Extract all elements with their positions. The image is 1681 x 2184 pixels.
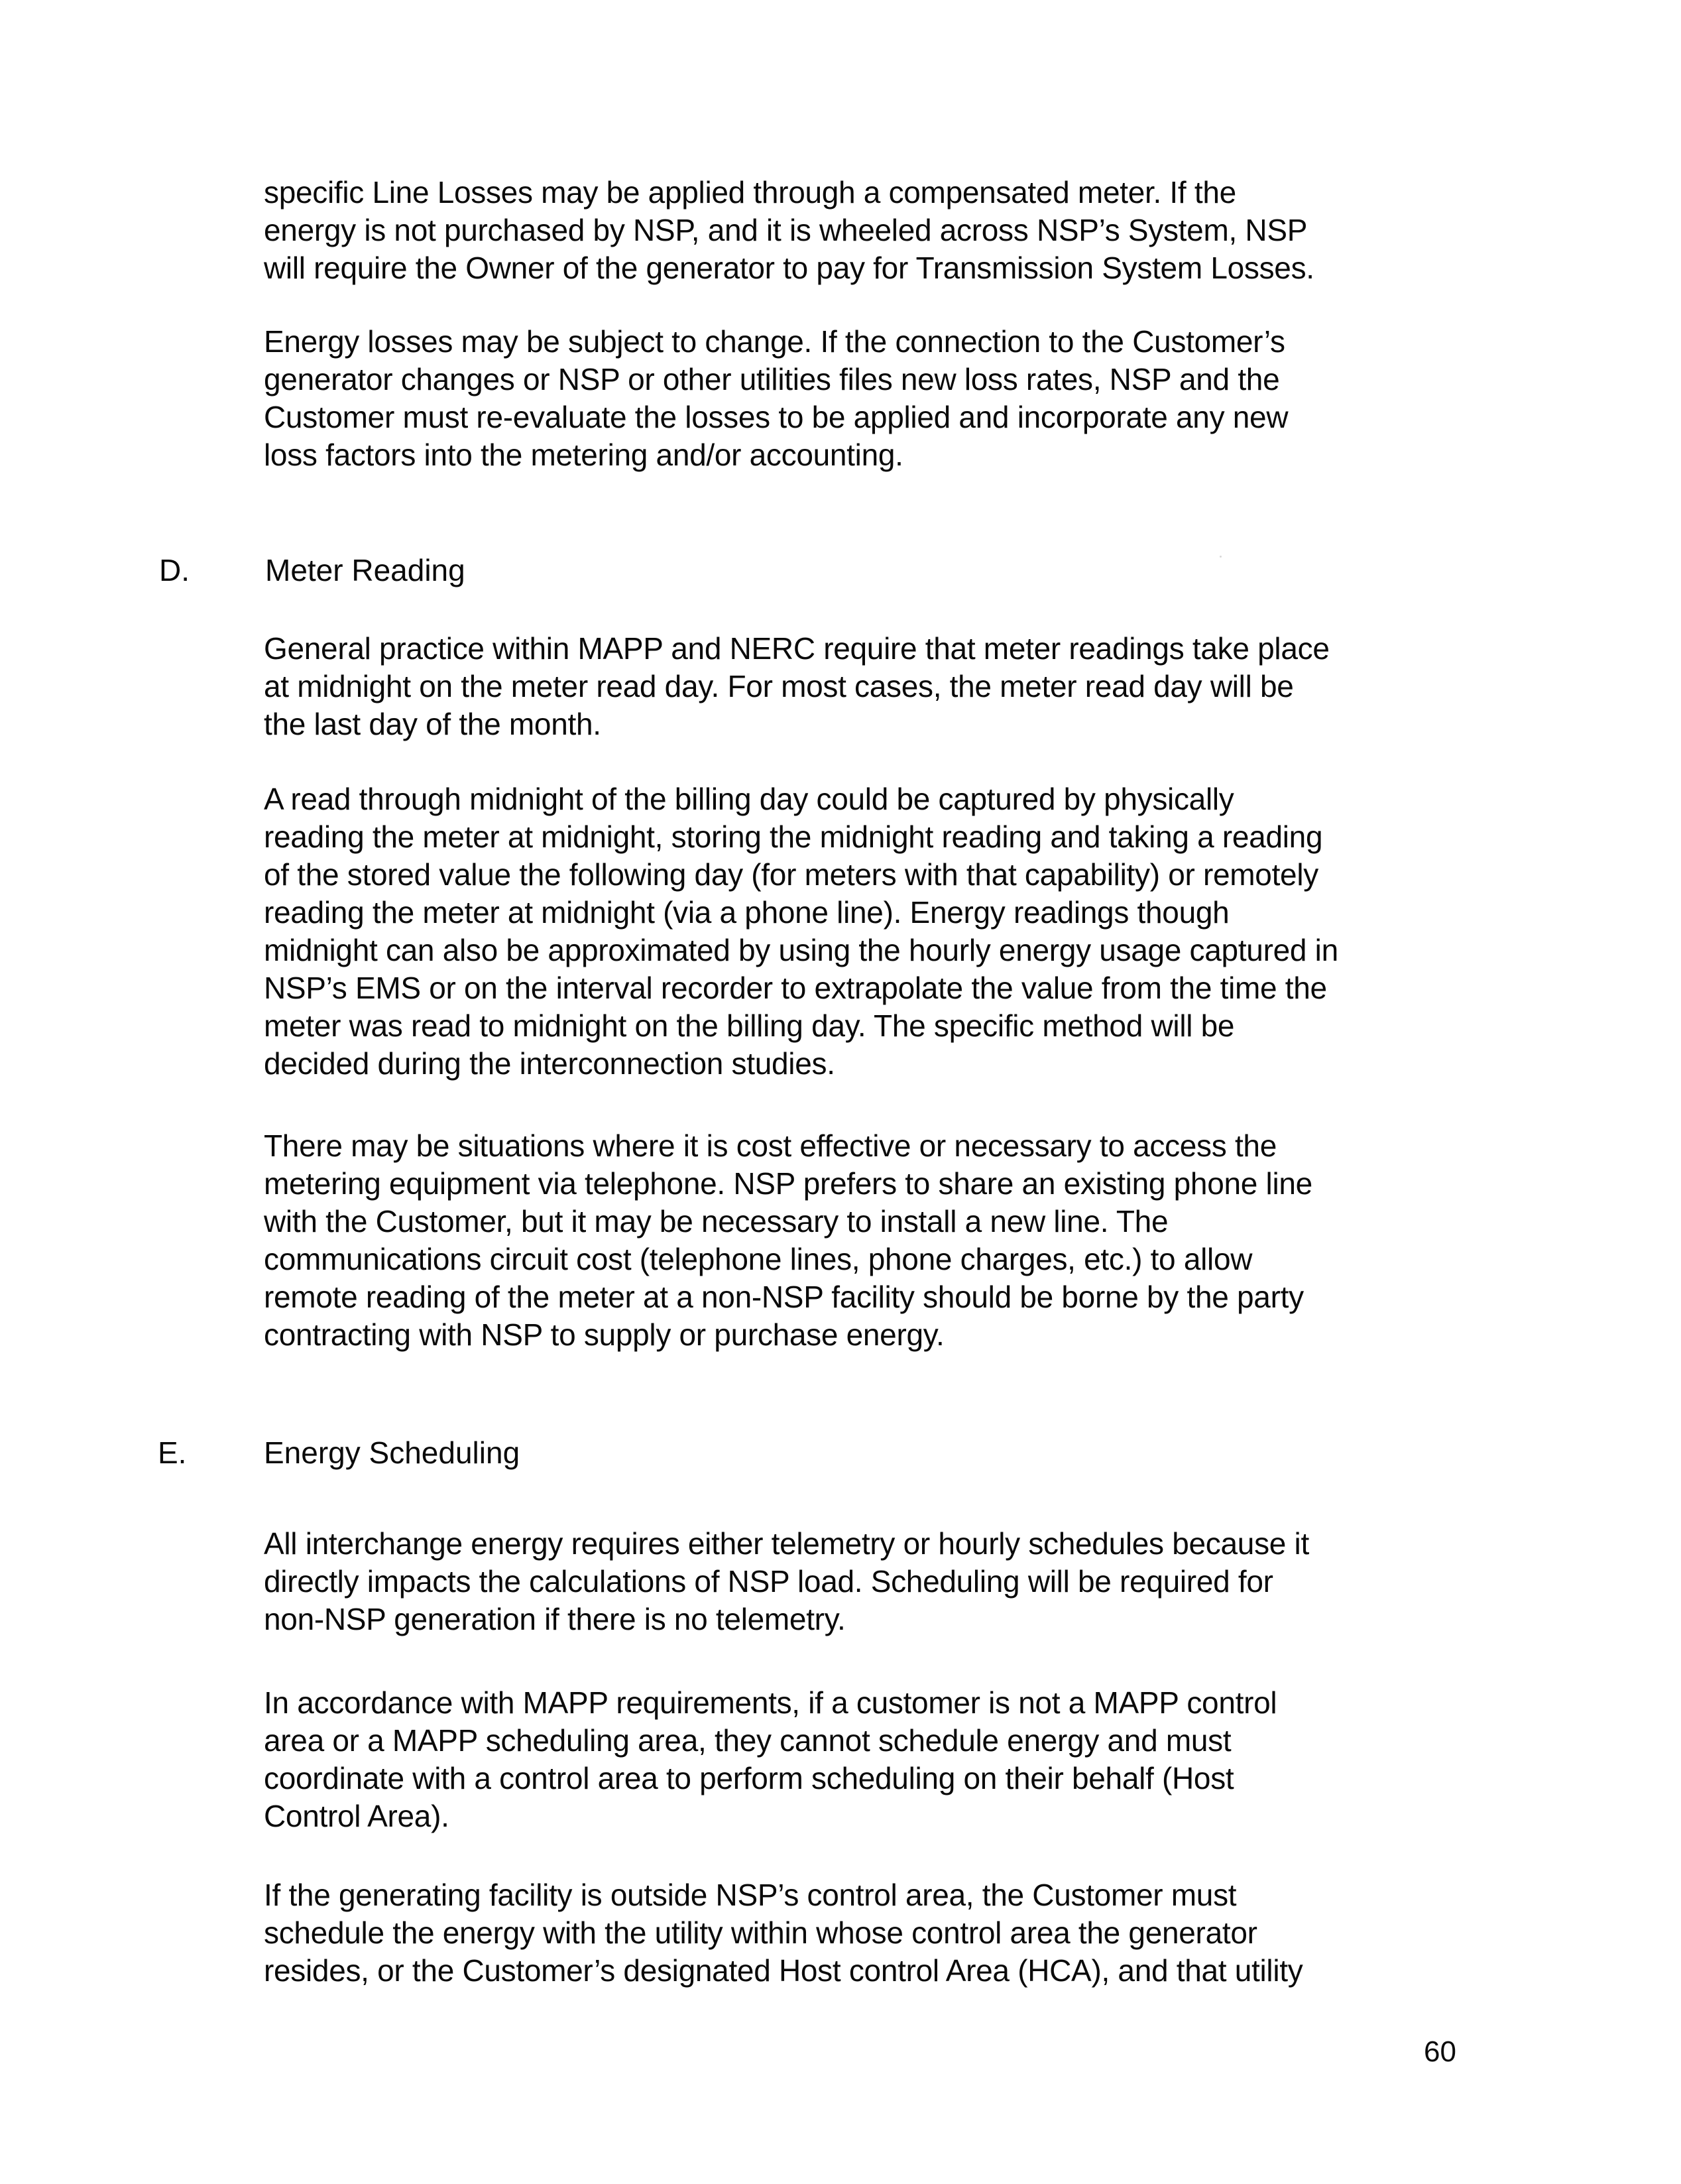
text-line: area or a MAPP scheduling area, they cannot schedule energy and must	[264, 1723, 1232, 1758]
paragraph-energy-losses	[264, 323, 1510, 474]
paragraph-line-losses	[264, 174, 1510, 287]
text-line: metering equipment via telephone. NSP prefers to share an existing phone line	[264, 1166, 1312, 1201]
text-line: reading the meter at midnight (via a phone line). Energy readings though	[264, 895, 1230, 930]
text-line: General practice within MAPP and NERC require that meter readings take place	[264, 631, 1330, 666]
section-letter: E.	[158, 1435, 187, 1470]
text-line: will require the Owner of the generator to pay for Transmission System Losses.	[264, 251, 1314, 285]
text-line: generator changes or NSP or other utilities files new loss rates, NSP and the	[264, 362, 1280, 396]
text-line: schedule the energy with the utility within whose control area the generator	[264, 1915, 1257, 1950]
text-line: There may be situations where it is cost effective or necessary to access the	[264, 1128, 1277, 1163]
text-line: non-NSP generation if there is no telemetry.	[264, 1602, 846, 1636]
text-line: communications circuit cost (telephone lines, phone charges, etc.) to allow	[264, 1242, 1253, 1276]
section-title: Energy Scheduling	[264, 1435, 520, 1470]
paragraph-telephone-access	[264, 1127, 1510, 1354]
text-line: midnight can also be approximated by using the hourly energy usage captured in	[264, 933, 1338, 967]
section-title: Meter Reading	[265, 553, 465, 587]
text-line: of the stored value the following day (for meters with that capability) or remotely	[264, 857, 1318, 892]
section-letter: D.	[159, 553, 190, 587]
text-line: remote reading of the meter at a non-NSP facility should be borne by the party	[264, 1280, 1304, 1314]
text-line: coordinate with a control area to perform scheduling on their behalf (Host	[264, 1761, 1234, 1795]
text-line: specific Line Losses may be applied through a compensated meter. If the	[264, 175, 1236, 210]
text-line: with the Customer, but it may be necessary to install a new line. The	[264, 1204, 1169, 1239]
paragraph-outside-control-area	[264, 1876, 1510, 1990]
text-line: If the generating facility is outside NSP’s control area, the Customer must	[264, 1878, 1237, 1912]
text-line: loss factors into the metering and/or accounting.	[264, 438, 903, 472]
text-line: at midnight on the meter read day. For most cases, the meter read day will be	[264, 669, 1294, 703]
page-number: 60	[1424, 2035, 1456, 2068]
paragraph-meter-read-practice	[264, 630, 1510, 743]
paragraph-midnight-read	[264, 780, 1510, 1083]
text-line: All interchange energy requires either telemetry or hourly schedules because it	[264, 1526, 1309, 1561]
text-line: NSP’s EMS or on the interval recorder to extrapolate the value from the time the	[264, 971, 1327, 1005]
text-line: contracting with NSP to supply or purchase energy.	[264, 1317, 945, 1352]
text-line: meter was read to midnight on the billing day. The specific method will be	[264, 1008, 1235, 1043]
scan-artifact	[1220, 556, 1222, 558]
text-line: Control Area).	[264, 1799, 449, 1833]
text-line: Customer must re-evaluate the losses to be applied and incorporate any new	[264, 400, 1289, 434]
text-line: the last day of the month.	[264, 707, 601, 741]
text-line: directly impacts the calculations of NSP load. Scheduling will be required for	[264, 1564, 1273, 1599]
text-line: A read through midnight of the billing day could be captured by physically	[264, 782, 1234, 816]
text-line: resides, or the Customer’s designated Host control Area (HCA), and that utility	[264, 1953, 1303, 1988]
text-line: Energy losses may be subject to change. If the connection to the Customer’s	[264, 324, 1285, 359]
paragraph-interchange-energy	[264, 1525, 1510, 1638]
text-line: In accordance with MAPP requirements, if a customer is not a MAPP control	[264, 1685, 1277, 1720]
paragraph-mapp-requirements	[264, 1684, 1510, 1835]
text-line: energy is not purchased by NSP, and it is wheeled across NSP’s System, NSP	[264, 213, 1308, 247]
text-line: decided during the interconnection studies.	[264, 1046, 835, 1081]
text-line: reading the meter at midnight, storing the midnight reading and taking a reading	[264, 819, 1323, 854]
